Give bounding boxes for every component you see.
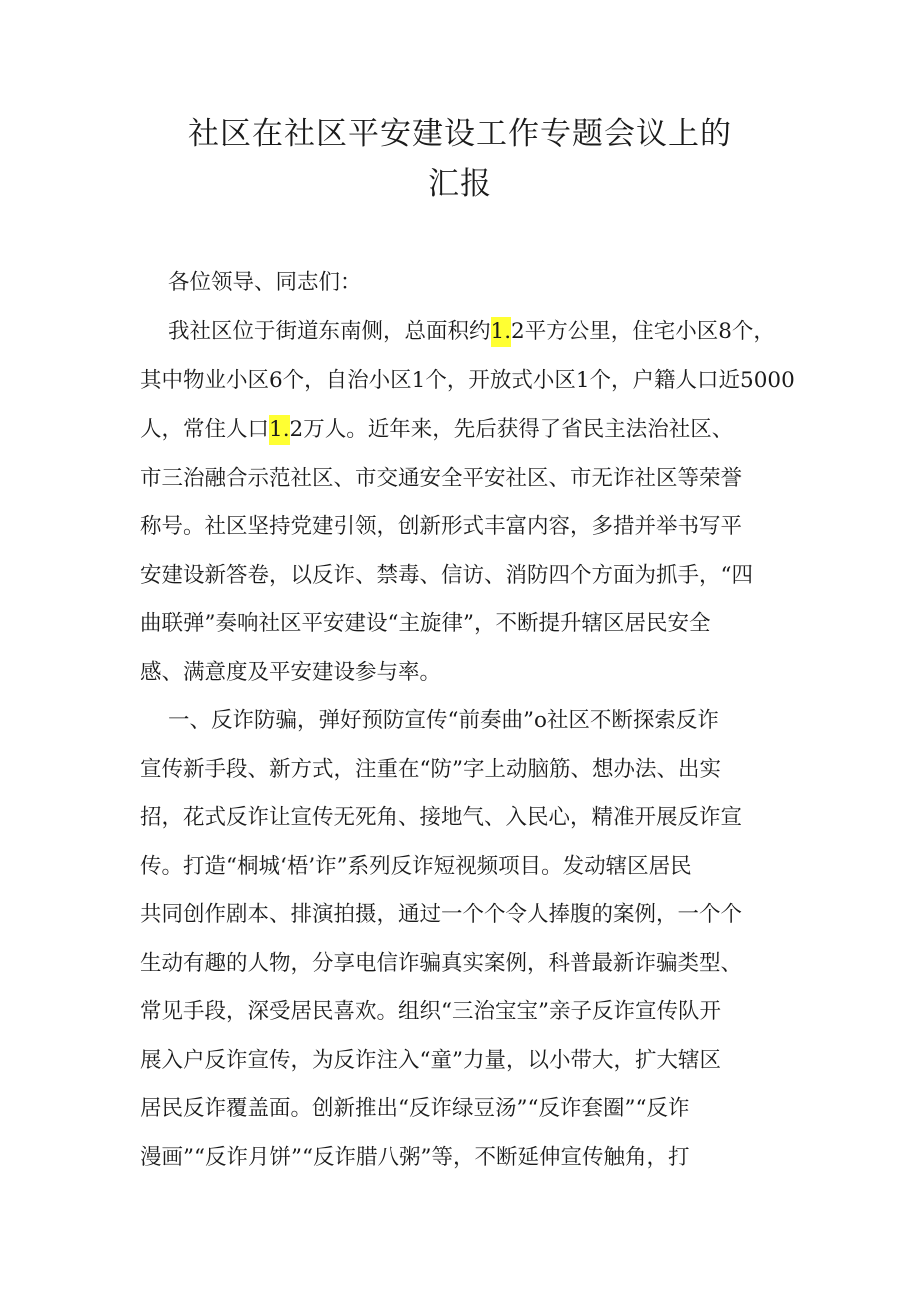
text-line: 展入户反诈宣传，为反诈注入“童”力量，以小带大，扩大辖区: [140, 1048, 721, 1073]
text-segment: 我社区位于街道东南侧，总面积约: [168, 319, 491, 344]
paragraph-line: [140, 415, 790, 445]
text-line: 生动有趣的人物，分享电信诈骗真实案例，科普最新诈骗类型、: [140, 951, 743, 976]
text-line: 招，花式反诈让宣传无死角、接地气、入民心，精准开展反诈宣: [140, 805, 743, 830]
paragraph-line: [140, 464, 790, 494]
paragraph-line: [140, 561, 790, 591]
greeting: [168, 268, 790, 298]
text-line: 一、反诈防骗，弹好预防宣传“前奏曲”o社区不断探索反诈: [168, 708, 719, 733]
paragraph-line: [140, 1143, 790, 1173]
highlighted-number: 1.: [491, 317, 512, 347]
greeting-text: 各位领导、同志们：: [168, 270, 362, 295]
paragraph-line: [140, 949, 790, 979]
paragraph-line: [140, 803, 790, 833]
text-line: 曲联弹”奏响社区平安建设“主旋律”，不断提升辖区居民安全: [140, 611, 711, 636]
text-line: 传。打造“桐城‘梧’诈”系列反诈短视频项目。发动辖区居民: [140, 854, 692, 879]
text-segment: 2万人。近年来，先后获得了省民主法治社区、: [289, 417, 734, 442]
text-line: 宣传新手段、新方式，注重在“防”字上动脑筋、想办法、出实: [140, 757, 721, 782]
paragraph-line: [140, 997, 790, 1027]
text-line: 漫画”“反诈月饼”“反诈腊八粥”等，不断延伸宣传触角，打: [140, 1145, 690, 1170]
paragraph-line: [168, 706, 790, 736]
text-line: 常见手段，深受居民喜欢。组织“三治宝宝”亲子反诈宣传队开: [140, 999, 721, 1024]
paragraph-line: [140, 900, 790, 930]
text-line: 共同创作剧本、排演拍摄，通过一个个令人捧腹的案例，一个个: [140, 902, 743, 927]
text-line: 居民反诈覆盖面。创新推出“反诈绿豆汤”“反诈套圈”“反诈: [140, 1096, 690, 1121]
paragraph-line: [140, 1046, 790, 1076]
text-segment: 人，常住人口: [140, 417, 270, 442]
text-line: 市三治融合示范社区、市交通安全平安社区、市无诈社区等荣誉: [140, 466, 743, 491]
highlighted-number: 1.: [269, 415, 290, 445]
paragraph-line: [140, 852, 790, 882]
text-line: 感、满意度及平安建设参与率。: [140, 660, 442, 685]
text-line: 其中物业小区6个，自治小区1个，开放式小区1个，户籍人口近5000: [140, 368, 795, 393]
document-title-line-1: 社区在社区平安建设工作专题会议上的: [188, 116, 732, 152]
paragraph-line: [140, 658, 790, 688]
paragraph-line: [140, 512, 790, 542]
text-line: 称号。社区坚持党建引领，创新形式丰富内容，多措并举书写平: [140, 514, 743, 539]
paragraph-line: [140, 366, 795, 396]
text-segment: 2平方公里，住宅小区8个，: [511, 319, 775, 344]
paragraph-line: [140, 755, 790, 785]
paragraph-line: [168, 317, 790, 347]
text-line: 安建设新答卷，以反诈、禁毒、信访、消防四个方面为抓手，“四: [140, 563, 753, 588]
document-title-line-2: 汇报: [428, 166, 492, 202]
paragraph-line: [140, 609, 790, 639]
paragraph-line: [140, 1094, 790, 1124]
